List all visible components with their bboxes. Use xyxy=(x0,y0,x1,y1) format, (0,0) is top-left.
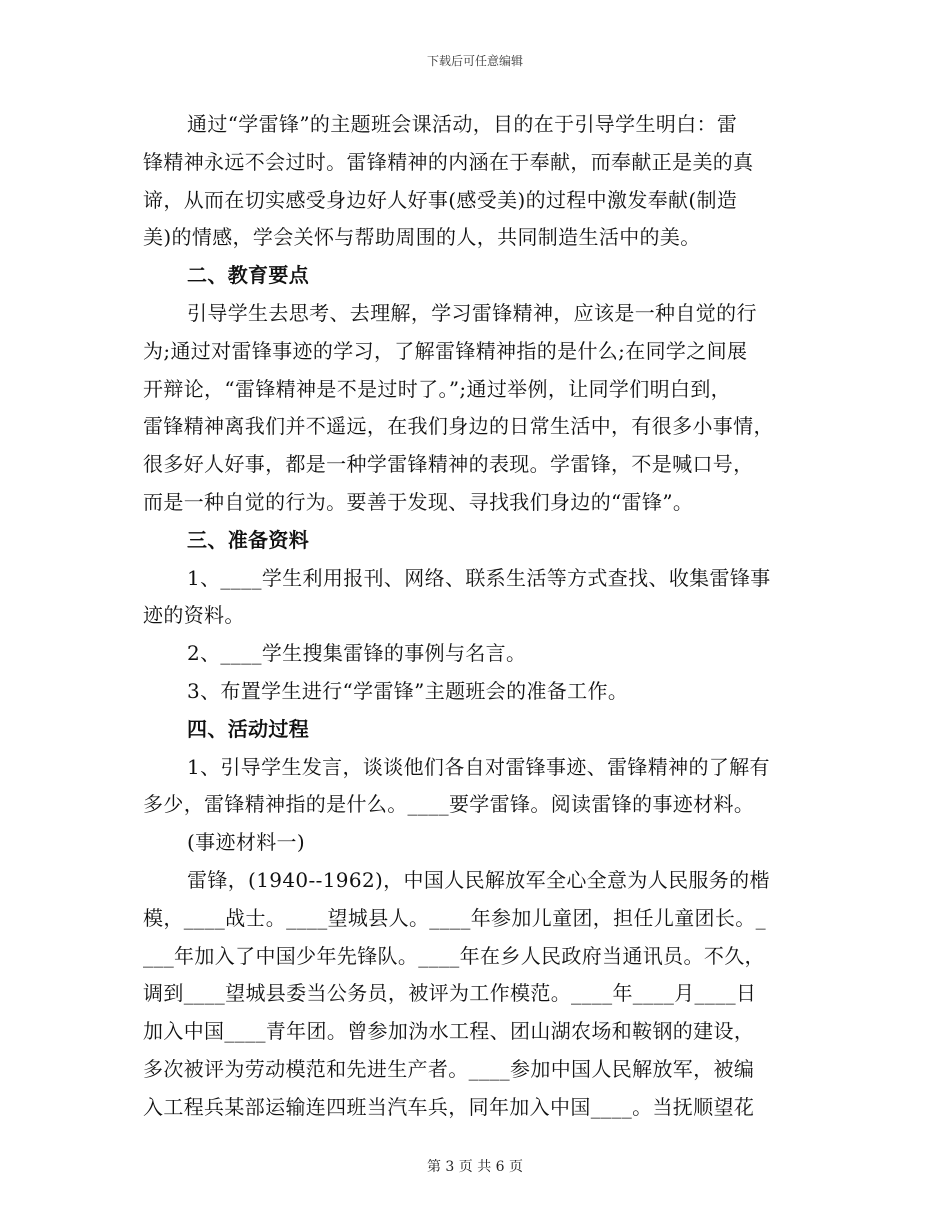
text-line: 引导学生去思考、去理解，学习雷锋精神，应该是一种自觉的行 xyxy=(187,300,757,325)
text-line: 2、____学生搜集雷锋的事例与名言。 xyxy=(187,641,527,666)
section-heading: 三、准备资料 xyxy=(187,527,310,552)
text-line: 雷锋，(1940--1962)，中国人民解放军全心全意为人民服务的楷 xyxy=(187,867,770,892)
text-line: 3、布置学生进行“学雷锋”主题班会的准备工作。 xyxy=(187,678,629,703)
text-line: 而是一种自觉的行为。要善于发现、寻找我们身边的“雷锋”。 xyxy=(143,489,694,514)
text-line: ___年加入了中国少年先锋队。____年在乡人民政府当通讯员。不久， xyxy=(143,943,765,968)
text-line: 开辩论，“雷锋精神是不是过时了。”;通过举例，让同学们明白到， xyxy=(143,376,732,401)
text-line: 通过“学雷锋”的主题班会课活动，目的在于引导学生明白：雷 xyxy=(187,112,738,136)
text-line: 雷锋精神离我们并不遥远，在我们身边的日常生活中，有很多小事情， xyxy=(143,414,774,439)
section-heading: 二、教育要点 xyxy=(187,263,310,288)
text-line: 迹的资料。 xyxy=(143,603,245,628)
text-line: 多次被评为劳动模范和先进生产者。____参加中国人民解放军，被编 xyxy=(143,1056,755,1081)
text-line: 调到____望城县委当公务员，被评为工作模范。____年____月____日 xyxy=(143,981,757,1006)
page-footer: 第 3 页 共 6 页 xyxy=(426,1159,524,1175)
text-line: 锋精神永远不会过时。雷锋精神的内涵在于奉献，而奉献正是美的真 xyxy=(143,149,754,174)
text-line: 加入中国____青年团。曾参加沩水工程、团山湖农场和鞍钢的建设， xyxy=(143,1019,755,1044)
text-line: 1、____学生利用报刊、网络、联系生活等方式查找、收集雷锋事 xyxy=(187,565,771,590)
text-line: 多少，雷锋精神指的是什么。____要学雷锋。阅读雷锋的事迹材料。 xyxy=(143,792,755,817)
document-body xyxy=(143,106,808,1127)
text-line: 入工程兵某部运输连四班当汽车兵，同年加入中国____。当抚顺望花 xyxy=(143,1094,755,1119)
page-header: 下载后可任意编辑 xyxy=(426,54,523,68)
text-line: 为;通过对雷锋事迹的学习，了解雷锋精神指的是什么;在同学之间展 xyxy=(143,338,748,363)
text-line: 模，____战士。____望城县人。____年参加儿童团，担任儿童团长。_ xyxy=(143,905,766,930)
text-line: 谛，从而在切实感受身边好人好事(感受美)的过程中激发奉献(制造 xyxy=(143,187,738,212)
text-line: (事迹材料一) xyxy=(187,830,306,855)
section-heading: 四、活动过程 xyxy=(187,716,310,741)
text-line: 1、引导学生发言，谈谈他们各自对雷锋事迹、雷锋精神的了解有 xyxy=(187,754,770,779)
text-line: 美)的情感，学会关怀与帮助周围的人，共同制造生活中的美。 xyxy=(143,225,701,250)
text-line: 很多好人好事，都是一种学雷锋精神的表现。学雷锋，不是喊口号， xyxy=(143,452,754,477)
